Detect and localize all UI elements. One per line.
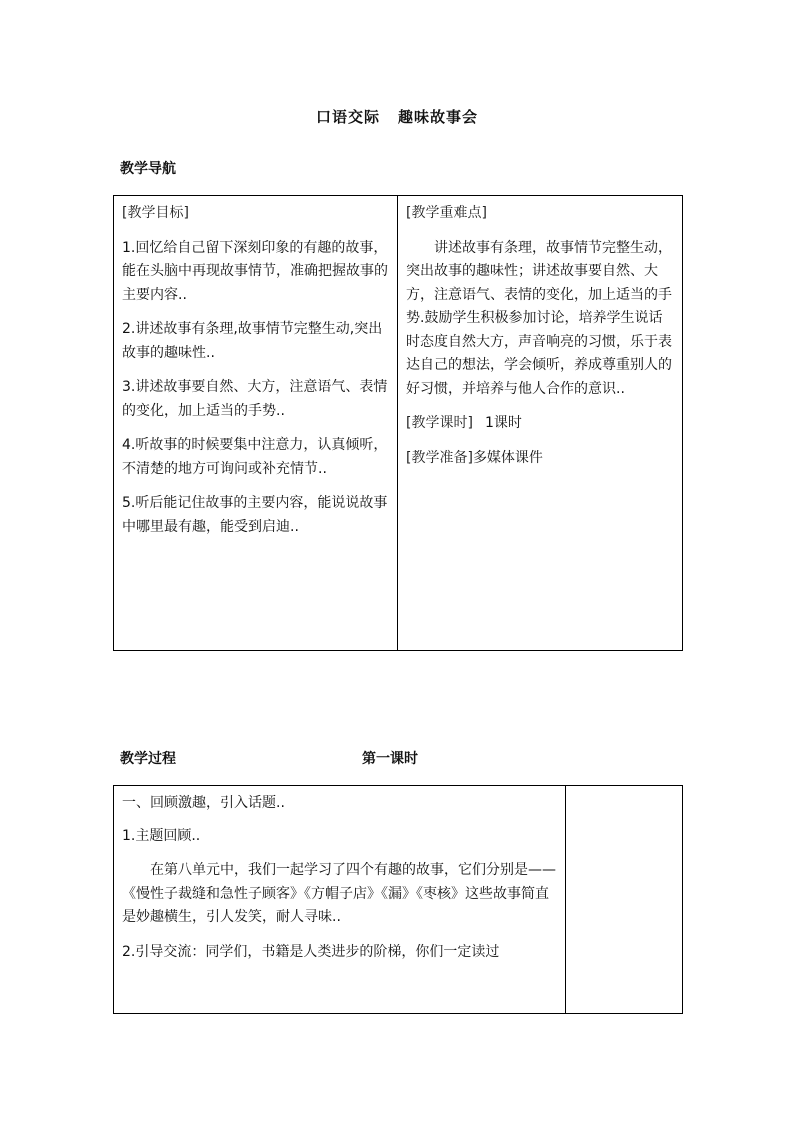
teaching-process-table — [113, 785, 683, 1014]
process-notes-cell — [566, 786, 683, 1014]
teaching-preparation-label: [教学准备] — [406, 449, 473, 466]
objective-item: 3.讲述故事要自然、大方，注意语气、表情的变化，加上适当的手势.. — [122, 379, 388, 419]
teaching-process-heading: 教学过程 — [120, 751, 176, 767]
teaching-hours-label: [教学课时] — [406, 415, 473, 431]
teaching-navigation-heading: 教学导航 — [120, 161, 176, 177]
process-substep: 1.主题回顾.. — [122, 827, 201, 844]
process-step: 一、回顾激趣，引入话题.. — [122, 795, 285, 811]
objectives-label: [教学目标] — [122, 205, 189, 221]
process-paragraph: 在第八单元中，我们一起学习了四个有趣的故事，它们分别是——《慢性子裁缝和急性子顾客》《方帽子店》《漏》《枣核》这些故事简直是妙趣横生，引人发笑，耐人寻味.. — [122, 862, 556, 925]
first-lesson-heading: 第一课时 — [362, 751, 418, 767]
key-points-text: 讲述故事有条理，故事情节完整生动，突出故事的趣味性；讲述故事要自然、大方，注意语气、表情的变化，加上适当的手势.鼓励学生积极参加讨论，培养学生说话时态度自然大方，声音响亮的习惯，乐于表达自己的想法，学会倾听，养成尊重别人的好习惯，并培养与他人合作的意识.. — [406, 239, 672, 397]
title-part-2: 趣味故事会 — [398, 108, 479, 126]
objective-item: 2.讲述故事有条理,故事情节完整生动,突出故事的趣味性.. — [122, 321, 383, 361]
document-title — [0, 106, 794, 127]
teaching-hours-value: 1课时 — [484, 415, 522, 431]
process-substep: 2.引导交流：同学们，书籍是人类进步的阶梯，你们一定读过 — [122, 943, 500, 960]
teaching-hours — [406, 412, 674, 436]
process-content-cell — [114, 786, 566, 1014]
teaching-preparation-value: 多媒体课件 — [472, 449, 543, 466]
objective-item: 5.听后能记住故事的主要内容，能说说故事中哪里最有趣，能受到启迪.. — [122, 495, 388, 535]
teaching-navigation-table — [113, 195, 683, 651]
objective-item: 4.听故事的时候要集中注意力，认真倾听，不清楚的地方可询问或补充情节.. — [122, 437, 388, 477]
objective-item: 1.回忆给自己留下深刻印象的有趣的故事，能在头脑中再现故事情节，准确把握故事的主要内容.. — [122, 239, 388, 303]
objectives-cell — [114, 196, 398, 651]
teaching-preparation — [406, 447, 674, 471]
title-part-1: 口语交际 — [315, 108, 380, 126]
key-points-cell — [398, 196, 683, 651]
key-points-label: [教学重难点] — [406, 205, 487, 221]
